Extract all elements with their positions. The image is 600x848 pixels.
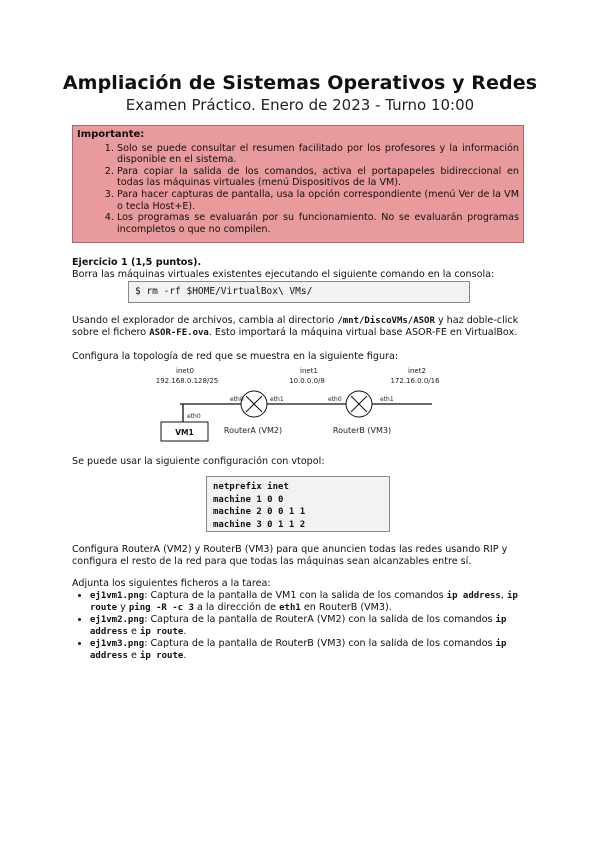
ova-file: ASOR-FE.ova: [149, 328, 209, 338]
important-box: [72, 125, 524, 243]
net0-name: inet0: [176, 367, 194, 375]
config-line: machine 2 0 0 1 1: [213, 507, 306, 517]
document-subtitle: Examen Práctico. Enero de 2023 - Turno 10:00: [125, 96, 475, 114]
vm1-label: VM1: [175, 428, 194, 437]
exercise-intro: Borra las máquinas virtuales existentes ejecutando el siguiente comando en la consola:: [72, 269, 495, 280]
routerA-if0: eth0: [230, 396, 244, 403]
topology-intro: Configura la topología de red que se muestra en la siguiente figura:: [72, 351, 399, 362]
exercise-heading-block: [72, 257, 528, 281]
routerA-label: RouterA (VM2): [223, 426, 283, 435]
important-list: [77, 143, 519, 236]
attachment-file: ej1vm1.png: [90, 591, 145, 601]
net1-name: inet1: [300, 367, 318, 375]
attachment-item: • ej1vm3.png: Captura de la pantalla de RouterB (VM3) con la salida de los comandos ip address e ip route.: [90, 638, 528, 662]
routerB-label: RouterB (VM3): [332, 426, 392, 435]
vtopol-config-box: [206, 476, 390, 532]
important-item: 2. Para copiar la salida de los comandos, activa el portapapeles bidireccional en todas las máquinas virtuales (menú Dispositivos de la VM).: [117, 166, 519, 189]
document-title: Ampliación de Sistemas Operativos y Redes: [62, 72, 538, 94]
attachments-block: [72, 578, 528, 662]
net2-address: 172.16.0.0/16: [390, 377, 440, 385]
config-line: machine 3 0 1 1 2: [213, 519, 306, 530]
exercise-heading: Ejercicio 1 (1,5 puntos).: [72, 257, 202, 268]
attachment-item: • ej1vm1.png: Captura de la pantalla de VM1 con la salida de los comandos ip address, ip route y ping -R -c 3 a la dirección de eth1 en RouterB (VM3).: [90, 590, 528, 614]
important-item: 1. Solo se puede consultar el resumen facilitado por los profesores y la información disponible en el sistema.: [117, 143, 519, 166]
routerB-if0: eth0: [328, 396, 342, 403]
net2-name: inet2: [408, 367, 426, 375]
important-item: 4. Los programas se evaluarán por su funcionamiento. No se evaluarán programas incompletos o que no compilen.: [117, 212, 519, 235]
vtopol-paragraph: Se puede usar la siguiente configuración con vtopol:: [72, 456, 325, 467]
routerA-if1: eth1: [270, 396, 284, 403]
rip-paragraph: Configura RouterA (VM2) y RouterB (VM3) para que anuncien todas las redes usando RIP y configura el resto de la red para que todas las máquinas sean alcanzables entre sí.: [72, 544, 508, 567]
explorer-paragraph: Usando el explorador de archivos, cambia al directorio /mnt/DiscoVMs/ASOR y haz doble-click sobre el fichero ASOR-FE.ova. Esto importará la máquina virtual base ASOR-FE en VirtualBox.: [72, 315, 519, 338]
attachment-file: ej1vm3.png: [90, 639, 145, 649]
config-line: machine 1 0 0: [213, 494, 284, 505]
vm1-interface: eth0: [187, 413, 201, 420]
command-box: $ rm -rf $HOME/VirtualBox\ VMs/: [128, 281, 470, 303]
net0-address: 192.168.0.128/25: [155, 377, 219, 385]
attachment-file: ej1vm2.png: [90, 615, 145, 625]
important-item: 3. Para hacer capturas de pantalla, usa la opción correspondiente (menú Ver de la VM o tecla Host+E).: [117, 189, 519, 212]
routerB-if1: eth1: [380, 396, 394, 403]
vtopol-command: vtopol: [291, 456, 322, 467]
directory-path: /mnt/DiscoVMs/ASOR: [337, 316, 435, 326]
config-line: netprefix inet: [213, 482, 289, 492]
attachment-item: • ej1vm2.png: Captura de la pantalla de RouterA (VM2) con la salida de los comandos ip address e ip route.: [90, 614, 528, 638]
network-diagram: [0, 362, 600, 446]
important-heading: Importante:: [77, 129, 145, 140]
attachments-list: [72, 590, 528, 662]
net1-address: 10.0.0.0/8: [289, 377, 325, 385]
attachments-intro: Adjunta los siguientes ficheros a la tarea:: [72, 578, 271, 589]
